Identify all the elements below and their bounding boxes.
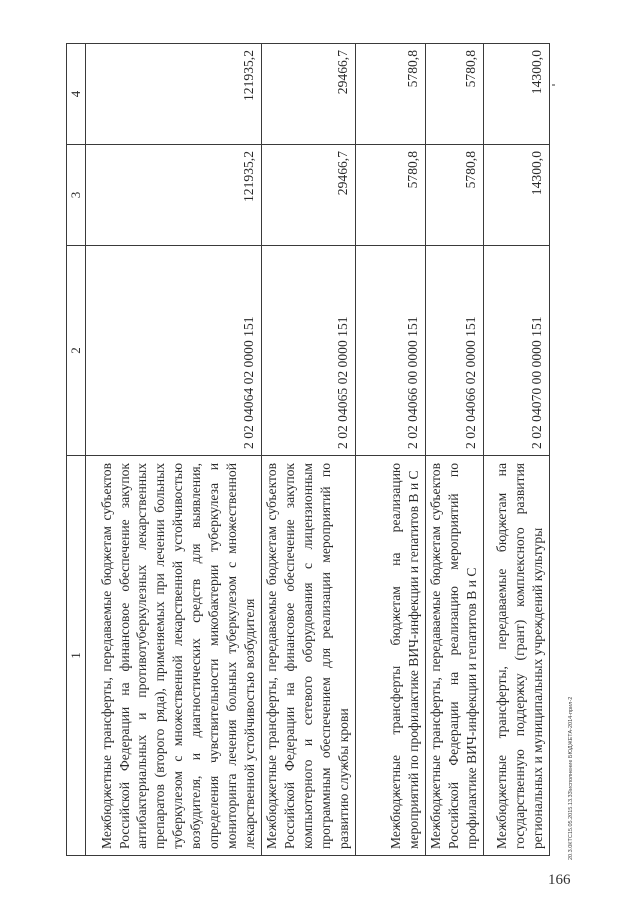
header-col-3: 3 (67, 145, 86, 246)
table-header-row (67, 44, 86, 856)
row-value-col3: 29466,7 (262, 145, 356, 246)
table-row (483, 44, 549, 856)
row-value-col4: 121935,2 (86, 44, 262, 145)
row-name-cell: Межбюджетные трансферты, передаваемые бюджетам субъектов Российской Федерации на реализацию мероприятий по профилактике ВИЧ-инфекции и гепатитов В и С (425, 456, 483, 856)
table-row (425, 44, 483, 856)
row-value-col3: 14300,0 (483, 145, 549, 246)
header-col-1: 1 (67, 456, 86, 856)
budget-table (66, 43, 550, 856)
table-row (262, 44, 356, 856)
table-row (86, 44, 262, 856)
file-path-footer (568, 460, 576, 860)
page-number: 166 (548, 872, 571, 888)
row-value-col4: 5780,8 (425, 44, 483, 145)
row-value-col3: 121935,2 (86, 145, 262, 246)
row-value-col4: 29466,7 (262, 44, 356, 145)
row-value-col4: 5780,8 (355, 44, 425, 145)
header-col-4: 4 (67, 44, 86, 145)
row-value-col3: 5780,8 (425, 145, 483, 246)
row-name-cell: Межбюджетные трансферты, передаваемые бюджетам на государственную поддержку (грант) комплексного развития региональных и муниципальных учреждений культуры (483, 456, 549, 856)
table-row (355, 44, 425, 856)
row-name-cell: Межбюджетные трансферты бюджетам на реализацию мероприятий по профилактике ВИЧ-инфекции и гепатитов В и С (355, 456, 425, 856)
header-col-2: 2 (67, 246, 86, 456)
row-code-cell: 2 02 04066 02 0000 151 (425, 246, 483, 456)
row-name-cell: Межбюджетные трансферты, передаваемые бюджетам субъектов Российской Федерации на финансовое обеспечение закупок антибактериальных и противотуберкулезных лекарственных препаратов (второго ряда), применяемых при лечении больных туберкулезом с множественной лекарственной устойчивостью возбудителя, и диагностических средств для выявления, определения чувствительности микобактерии туберкулеза и мониторинга лечения больных туберкулезом с множественной лекарственной устойчивостью возбудителя (86, 456, 262, 856)
file-path-text: 20.3.0КТС15.05.2015.13.33\исполнение БЮДЖЕТА-2014-прил-2 (568, 696, 574, 860)
row-value-col4: 14300,0 (483, 44, 549, 145)
row-code-cell: 2 02 04065 02 0000 151 (262, 246, 356, 456)
row-value-col3: 5780,8 (355, 145, 425, 246)
row-name-cell: Межбюджетные трансферты, передаваемые бюджетам субъектов Российской Федерации на финансовое обеспечение закупок компьютерного и сетевого оборудования с лицензионным программным обеспечением для реализации мероприятий по развитию службы крови (262, 456, 356, 856)
row-code-cell: 2 02 04070 00 0000 151 (483, 246, 549, 456)
rotated-table-container (66, 44, 558, 856)
row-code-cell: 2 02 04066 00 0000 151 (355, 246, 425, 456)
row-code-cell: 2 02 04064 02 0000 151 (86, 246, 262, 456)
